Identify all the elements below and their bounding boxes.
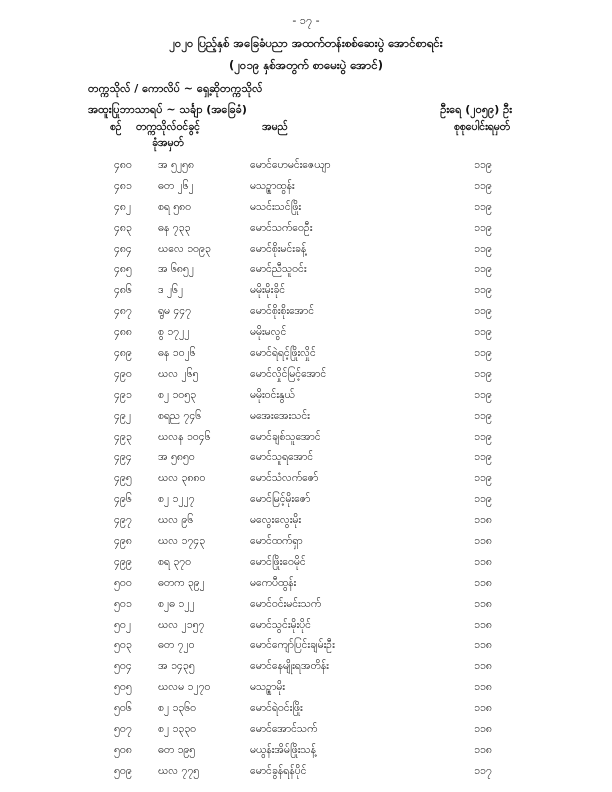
row-total-mark: ၁၁၉	[474, 179, 492, 192]
table-row	[0, 385, 612, 406]
row-roll-number: ရွမ ၄၄၇	[158, 305, 192, 318]
table-row	[0, 301, 612, 322]
row-roll-number: ဒ ၂၆၂	[158, 284, 184, 297]
table-row	[0, 761, 612, 782]
row-roll-number: စရည ၇၄၆	[158, 409, 202, 422]
row-total-mark: ၁၁၈	[474, 702, 492, 715]
row-candidate-name: မသဉ္စာထွန်း	[250, 179, 295, 192]
row-total-mark: ၁၁၉	[474, 472, 492, 485]
row-candidate-name: မယွန်းအိမ်ဖြိုးသန့်	[250, 743, 316, 756]
row-candidate-name: မမိုးမိုးခိုင်	[250, 284, 286, 297]
results-list	[0, 155, 612, 782]
row-total-mark: ၁၁၉	[474, 200, 492, 213]
page-number: - ၁၇ -	[292, 14, 320, 27]
table-row	[0, 364, 612, 385]
row-serial-number: ၄၉၉	[114, 555, 132, 568]
row-candidate-name: မောင်သံလက်ဇော်	[250, 472, 319, 485]
row-candidate-name: မောင်ညီသူဝင်း	[250, 263, 307, 276]
row-candidate-name: မောင်သက်ဝေဦး	[250, 221, 313, 234]
table-row	[0, 447, 612, 468]
row-roll-number: ဃလ ၃၈၈၀	[158, 472, 206, 485]
document-title: ၂၀၂၀ ပြည့်နှစ် အခြေခံပညာ အထက်တန်းစစ်ဆေးပွဲ အောင်စာရင်း	[169, 36, 443, 50]
row-roll-number: အ ၅၂၅၈	[158, 159, 194, 171]
row-roll-number: စွ ၁၇၂၂	[158, 326, 190, 339]
row-serial-number: ၄၈၃	[114, 221, 132, 234]
row-candidate-name: မောင်ရဲဝင်းဖြိုး	[250, 702, 303, 715]
row-serial-number: ၄၉၄	[114, 451, 132, 464]
row-candidate-name: မောင်စိုးစိုးအောင်	[250, 305, 315, 318]
row-total-mark: ၁၁၉	[474, 451, 492, 464]
row-roll-number: အ ၆၈၅၂	[158, 263, 194, 276]
row-serial-number: ၄၉၁	[114, 388, 132, 401]
row-roll-number: အ ၅၈၅၀	[158, 451, 195, 464]
row-roll-number: စ၂ ၁၀၅၃	[158, 388, 197, 401]
row-total-mark: ၁၁၈	[474, 618, 492, 631]
row-serial-number: ၅၀၇	[114, 723, 132, 736]
row-roll-number: စ၂ ၁၂၂၇	[158, 493, 195, 506]
row-total-mark: ၁၁၇	[474, 764, 492, 777]
row-total-mark: ၁၁၈	[474, 639, 492, 652]
row-serial-number: ၄၈၁	[114, 179, 132, 192]
row-serial-number: ၄၈၉	[114, 347, 132, 360]
row-roll-number: ဃလမ ၁၂၇၀	[158, 681, 211, 694]
row-serial-number: ၄၉၈	[114, 535, 132, 548]
table-row	[0, 489, 612, 510]
row-total-mark: ၁၁၉	[474, 367, 492, 380]
row-serial-number: ၄၉၇	[114, 514, 132, 527]
row-total-mark: ၁၁၉	[474, 388, 492, 401]
row-total-mark: ၁၁၉	[474, 221, 492, 234]
row-total-mark: ၁၁၈	[474, 597, 492, 610]
row-roll-number: စ၂ ၁၃၃၀	[158, 723, 197, 736]
row-candidate-name: မောင်လှိုင်မြင့်အောင်	[250, 367, 327, 380]
row-total-mark: ၁၁၉	[474, 430, 492, 443]
subject-line: အထူးပြုဘာသာရပ် ~ သင်္ချာ (အခြေခံ)	[88, 103, 247, 116]
row-roll-number: ဃလ ၂၆၅	[158, 367, 199, 380]
row-total-mark: ၁၁၈	[474, 681, 492, 694]
row-serial-number: ၄၈၅	[114, 263, 132, 276]
row-roll-number: ဓတ ၁၉၅	[158, 743, 196, 756]
row-roll-number: ဃလ ၉၆	[158, 514, 194, 527]
table-row	[0, 677, 612, 698]
row-roll-number: ဃလ ၂၁၅၇	[158, 618, 205, 631]
candidate-count: ဦးရေ (၂၀၅၉) ဦး	[440, 103, 512, 116]
row-roll-number: ဃလန ၁၀၄၆	[158, 430, 211, 443]
row-candidate-name: မောင်ဖြိုးဝေမိုင်	[250, 555, 306, 568]
row-candidate-name: မောင်ဟေမင်းဇေယျာ	[250, 159, 331, 171]
table-row	[0, 280, 612, 301]
table-row	[0, 531, 612, 552]
header-serial-number: စဉ်	[110, 121, 122, 133]
row-roll-number: ဓတ ၂၆၂	[158, 179, 194, 192]
table-row	[0, 719, 612, 740]
table-row	[0, 573, 612, 594]
row-total-mark: ၁၁၈	[474, 514, 492, 527]
row-roll-number: စရ ၃၇၀	[158, 555, 191, 568]
table-row	[0, 427, 612, 448]
row-serial-number: ၄၈၇	[114, 305, 132, 318]
header-roll-number: တက္ကသိုလ်ဝင်ခွင့်	[136, 121, 200, 133]
row-serial-number: ၅၀၂	[114, 618, 131, 631]
row-roll-number: စရ ၅၈၀	[158, 200, 192, 213]
row-total-mark: ၁၁၉	[474, 409, 492, 422]
table-row	[0, 239, 612, 260]
row-serial-number: ၄၈၂	[114, 200, 132, 213]
table-row	[0, 594, 612, 615]
row-candidate-name: မောင်စိုးမင်းခန့်	[250, 242, 307, 255]
row-total-mark: ၁၁၉	[474, 493, 492, 506]
row-serial-number: ၄၉၅	[114, 472, 132, 485]
row-serial-number: ၄၉၀	[114, 367, 132, 380]
row-serial-number: ၅၀၉	[114, 764, 132, 777]
row-total-mark: ၁၁၈	[474, 576, 492, 589]
row-roll-number: စ၂ဓ ၁၂၂	[158, 597, 195, 610]
table-row	[0, 656, 612, 677]
row-candidate-name: မောင်ကျော်ပြင်းချမ်းဦး	[250, 639, 335, 652]
row-roll-number: ဃလ ၇၇၅	[158, 764, 200, 777]
row-candidate-name: မကေပီထွန်း	[250, 576, 297, 589]
row-total-mark: ၁၁၈	[474, 743, 492, 756]
row-serial-number: ၄၈၈	[114, 326, 132, 339]
row-candidate-name: မသဉ္စာမိုး	[250, 681, 285, 694]
header-name: အမည်	[262, 121, 288, 133]
table-row	[0, 197, 612, 218]
table-row	[0, 552, 612, 573]
table-row	[0, 322, 612, 343]
table-row	[0, 615, 612, 636]
row-serial-number: ၅၀၁	[114, 597, 132, 610]
row-candidate-name: မောင်ခွန်ရန်ပိုင်	[250, 764, 307, 777]
row-serial-number: ၅၀၀	[114, 576, 132, 589]
table-row	[0, 740, 612, 761]
row-candidate-name: မောင်ချစ်သူအောင်	[250, 430, 321, 443]
row-roll-number: ဃလ ၁၇၄၃	[158, 535, 206, 548]
row-roll-number: အ ၁၄၃၅	[158, 660, 195, 673]
row-total-mark: ၁၁၈	[474, 723, 492, 736]
row-serial-number: ၅၀၆	[114, 702, 132, 715]
row-total-mark: ၁၁၉	[474, 347, 492, 360]
row-roll-number: ဓတက ၃၉၂	[158, 576, 205, 589]
row-total-mark: ၁၁၉	[474, 284, 492, 297]
row-total-mark: ၁၁၉	[474, 263, 492, 276]
row-serial-number: ၄၈၄	[114, 242, 132, 255]
row-candidate-name: မောင်ရဲရင့်ဖြိုးလှိုင်	[250, 347, 316, 360]
row-serial-number: ၄၈၀	[114, 159, 132, 171]
row-serial-number: ၅၀၃	[114, 639, 132, 652]
table-row	[0, 343, 612, 364]
table-row	[0, 510, 612, 531]
header-roll-number-line2: ခုံအမှတ်	[152, 137, 184, 149]
row-candidate-name: မအေးအေးသင်း	[250, 409, 310, 422]
row-serial-number: ၅၀၄	[114, 660, 132, 673]
row-total-mark: ၁၁၉	[474, 305, 492, 318]
row-candidate-name: မောင်ထက်ရှာ	[250, 535, 303, 548]
row-candidate-name: မောင်အောင်သက်	[250, 723, 318, 736]
row-candidate-name: မောင်ဝင်းမင်းသက်	[250, 597, 322, 610]
row-total-mark: ၁၁၈	[474, 535, 492, 548]
row-roll-number: ဃလေ ၁၀၉၃	[158, 242, 211, 255]
row-serial-number: ၅၀၅	[114, 681, 132, 694]
row-candidate-name: မောင်သွင်းမိုးပိုင်	[250, 618, 311, 631]
table-row	[0, 635, 612, 656]
row-total-mark: ၁၁၉	[474, 326, 492, 339]
row-candidate-name: မမိုးဝင်းနွယ်	[250, 388, 295, 401]
row-candidate-name: မောင်နေမျိုးရအတိန်း	[250, 660, 329, 673]
university-line: တက္ကသိုလ် / ကောလိပ် ~ ရှေ့ဆိုတက္ကသိုလ်	[88, 82, 263, 95]
row-serial-number: ၄၉၃	[114, 430, 132, 443]
row-roll-number: ဓန ၇၃၃	[158, 221, 191, 234]
row-total-mark: ၁၁၈	[474, 660, 492, 673]
row-total-mark: ၁၁၈	[474, 555, 492, 568]
row-serial-number: ၅၀၈	[114, 743, 132, 756]
row-total-mark: ၁၁၉	[474, 159, 492, 171]
table-row	[0, 259, 612, 280]
row-total-mark: ၁၁၉	[474, 242, 492, 255]
row-roll-number: ဓတ ၇၂၀	[158, 639, 195, 652]
table-row	[0, 155, 612, 176]
table-row	[0, 176, 612, 197]
table-row	[0, 468, 612, 489]
table-row	[0, 406, 612, 427]
document-subtitle: (၂၀၁၉ နှစ်အတွက် စာမေးပွဲ အောင်)	[229, 58, 383, 72]
row-serial-number: ၄၈၆	[114, 284, 132, 297]
row-candidate-name: မောင်မြင့်မိုးဇော်	[250, 493, 311, 506]
header-total-marks: စုစုပေါင်းရမှတ်	[453, 121, 510, 133]
row-serial-number: ၄၉၆	[114, 493, 132, 506]
row-candidate-name: မမိုးမလွင်	[250, 326, 287, 339]
row-candidate-name: မောင်သူရအောင်	[250, 451, 314, 464]
row-roll-number: စ၂ ၁၃၆၀	[158, 702, 197, 715]
row-roll-number: ဓန ၁၀၂၆	[158, 347, 196, 360]
table-row	[0, 698, 612, 719]
table-row	[0, 218, 612, 239]
row-serial-number: ၄၉၂	[114, 409, 131, 422]
row-candidate-name: မလွေးလွေးမိုး	[250, 514, 302, 527]
row-candidate-name: မသင်းသင်ဖြိုး	[250, 200, 302, 213]
